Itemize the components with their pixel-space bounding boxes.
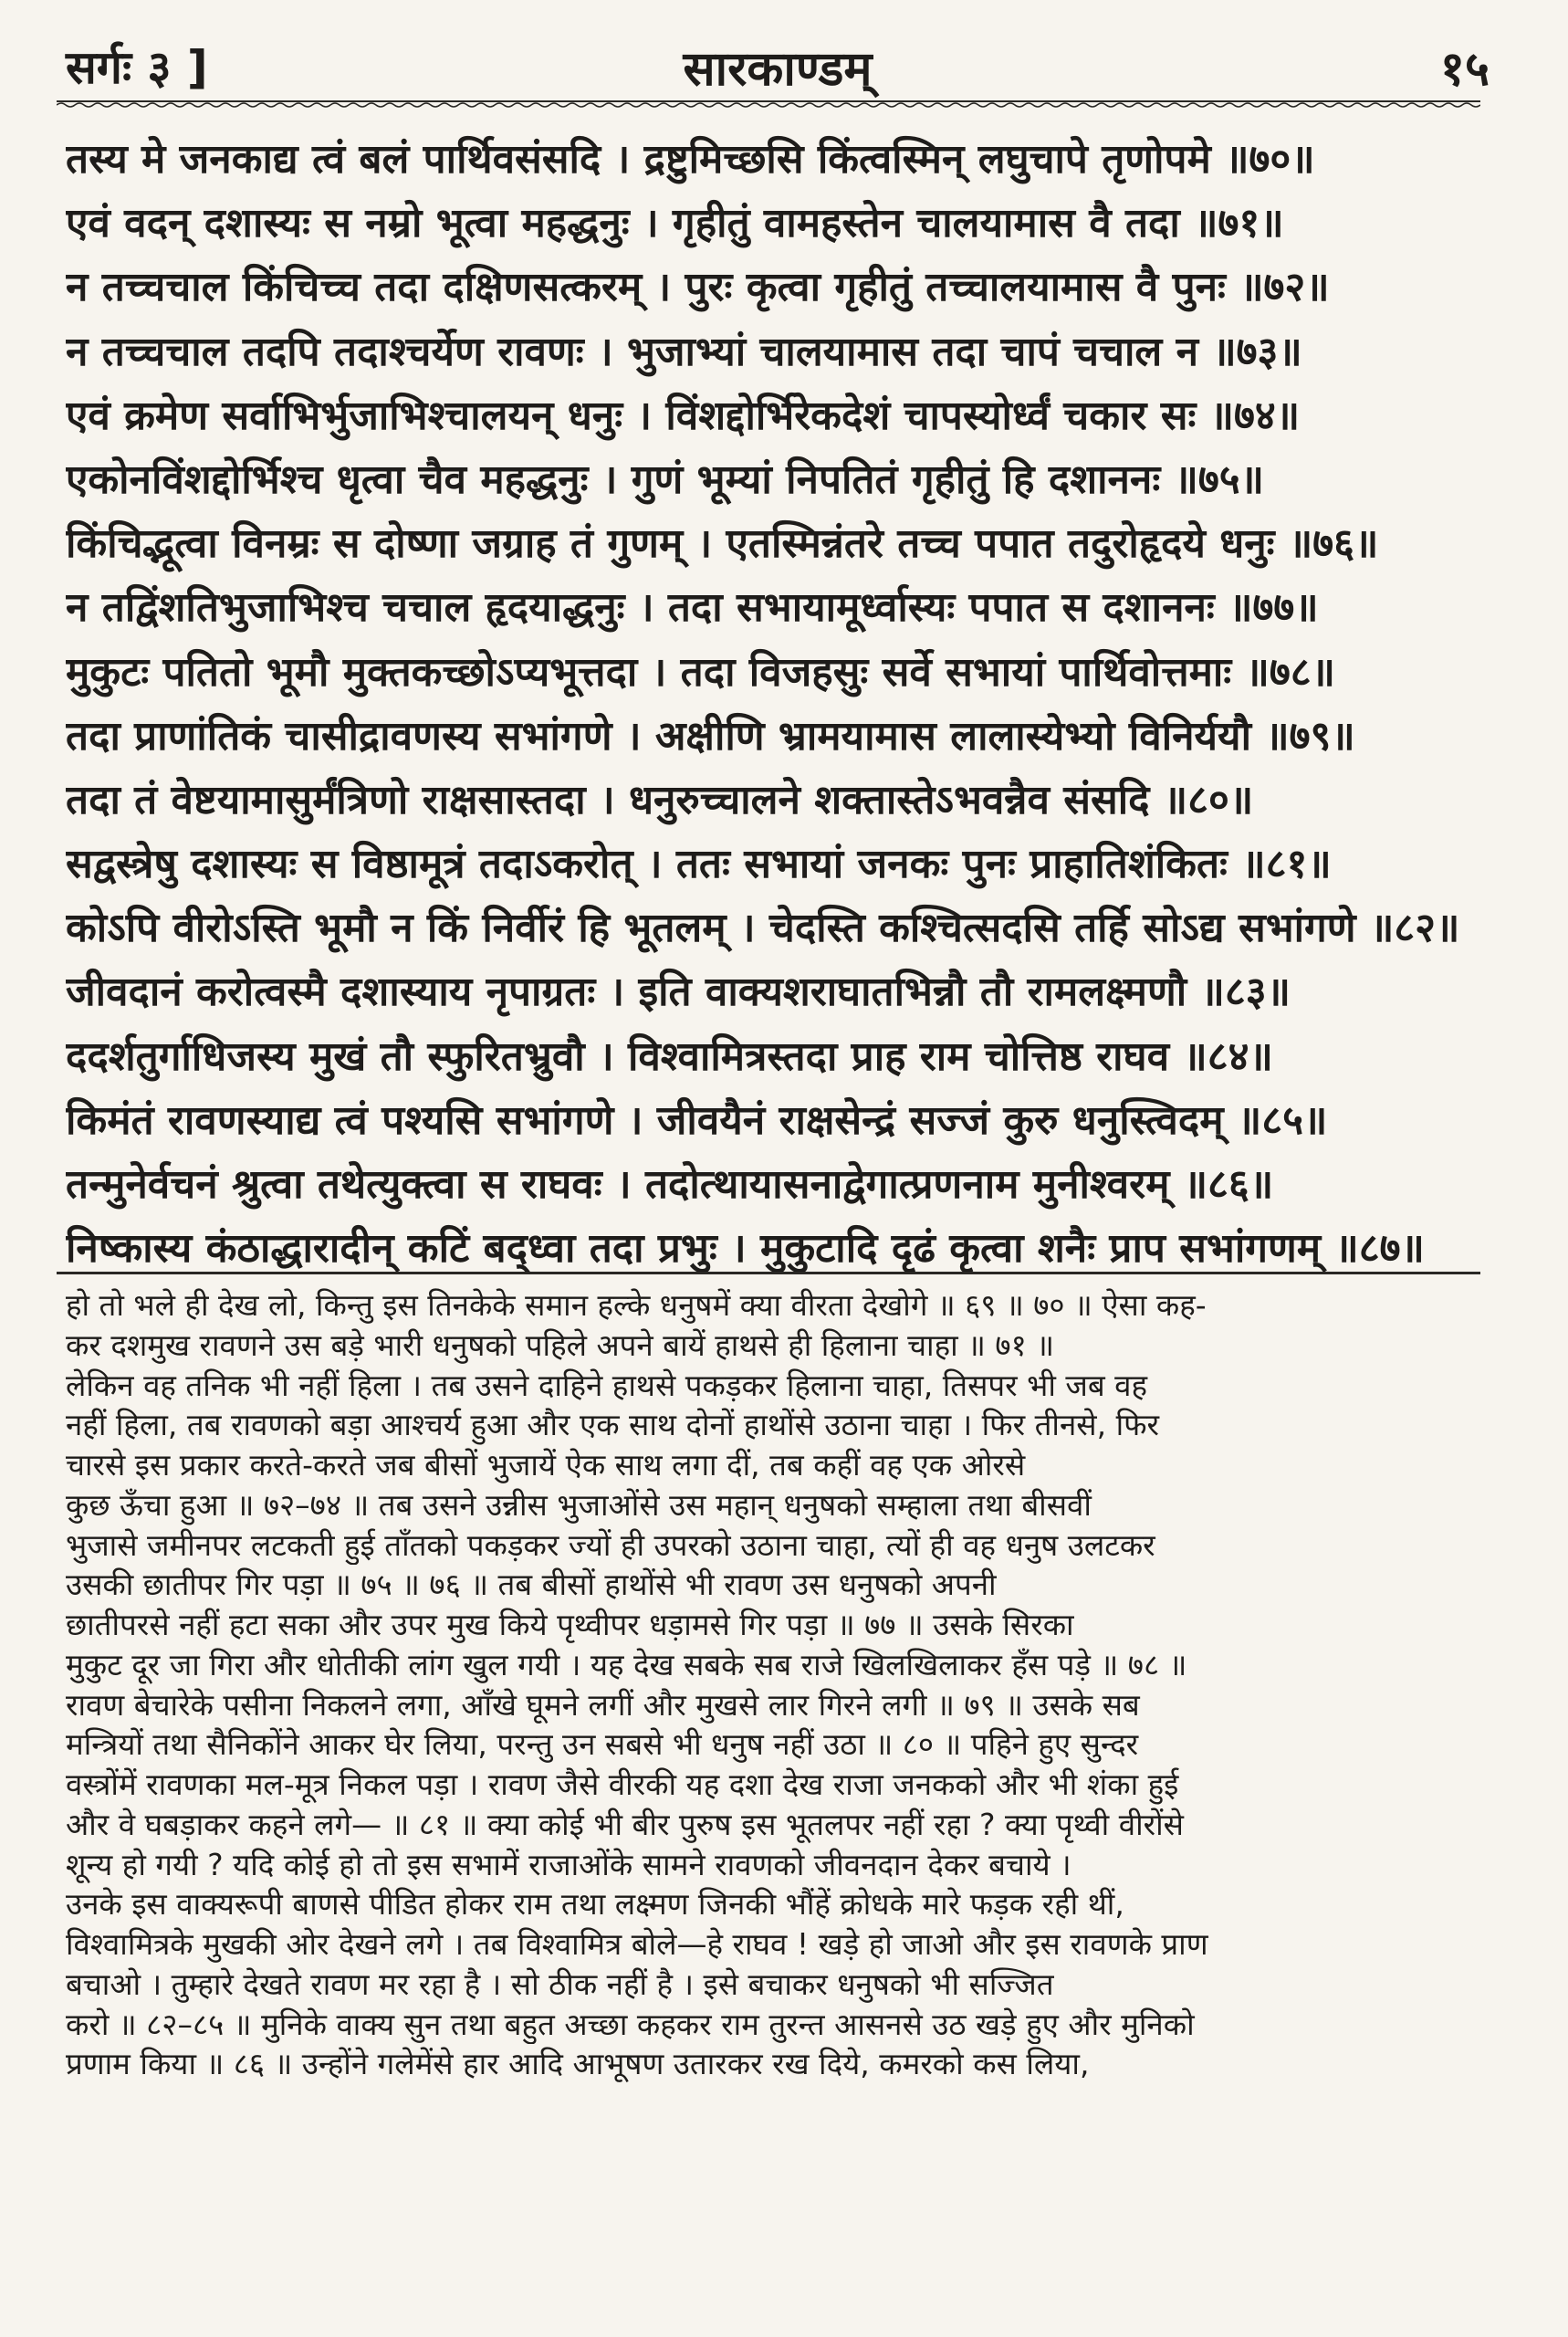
verse-line: न तच्चचाल तदपि तदाश्चर्येण रावणः । भुजाभ्यां चालयामास तदा चापं चचाल न ॥७३॥: [66, 328, 1302, 375]
translation-line: और वे घबड़ाकर कहने लगे— ॥ ८१ ॥ क्या कोई भी बीर पुरुष इस भूतलपर नहीं रहा ? क्या पृथ्वी वीरोंसे: [66, 1806, 1184, 1842]
verse-line: तन्मुनेर्वचनं श्रुत्वा तथेत्युक्त्वा स राघवः । तदोत्थायासनाद्वेगात्प्रणनाम मुनीश्वरम् ॥८६॥: [66, 1161, 1274, 1208]
translation-line: करो ॥ ८२–८५ ॥ मुनिके वाक्य सुन तथा बहुत अच्छा कहकर राम तुरन्त आसनसे उठ खड़े हुए और मुनिको: [66, 2006, 1195, 2042]
verse-line: न तच्चचाल किंचिच्च तदा दक्षिणसत्करम् । पुरः कृत्वा गृहीतुं तच्चालयामास वै पुनः ॥७२॥: [66, 264, 1330, 311]
verse-line: तस्य मे जनकाद्य त्वं बलं पार्थिवसंसदि । द्रष्टुमिच्छसि किंत्वस्मिन् लघुचापे तृणोपमे ॥७०॥: [66, 136, 1315, 183]
verse-line: ददर्शतुर्गाधिजस्य मुखं तौ स्फुरितभ्रुवौ । विश्वामित्रस्तदा प्राह राम चोत्तिष्ठ राघव ॥८४॥: [66, 1032, 1273, 1080]
verse-line: कोऽपि वीरोऽस्ति भूमौ न किं निर्वीरं हि भूतलम् । चेदस्ति कश्चित्सदसि तर्हि सोऽद्य सभांगणे ॥८२॥: [66, 905, 1460, 952]
translation-line: लेकिन वह तनिक भी नहीं हिला । तब उसने दाहिने हाथसे पकड़कर हिलाना चाहा, तिसपर भी जब वह: [66, 1367, 1148, 1403]
translation-line: चारसे इस प्रकार करते-करते जब बीसों भुजायें ऐक साथ लगा दीं, तब कहीं वह एक ओरसे: [66, 1447, 1026, 1483]
translation-line: प्रणाम किया ॥ ८६ ॥ उन्होंने गलेमेंसे हार आदि आभूषण उतारकर रख दिये, कमरको कस लिया,: [66, 2046, 1090, 2082]
verse-line: तदा प्राणांतिकं चासीद्रावणस्य सभांगणे । अक्षीणि भ्रामयामास लालास्येभ्यो विनिर्ययौ ॥७९॥: [66, 712, 1355, 760]
translation-line: भुजासे जमीनपर लटकती हुई ताँतको पकड़कर ज्यों ही उपरको उठाना चाहा, त्यों ही वह धनुष उलटकर: [66, 1526, 1155, 1563]
page-number: १५: [1439, 42, 1490, 97]
verse-line: किमंतं रावणस्याद्य त्वं पश्यसि सभांगणे । जीवयैनं राक्षसेन्द्रं सज्जं कुरु धनुस्त्विदम् ॥८५॥: [66, 1096, 1328, 1144]
translation-line: वस्त्रोंमें रावणका मल-मूत्र निकल पड़ा । रावण जैसे वीरकी यह दशा देख राजा जनकको और भी शंका हुई: [66, 1766, 1179, 1802]
translation-line: कुछ ऊँचा हुआ ॥ ७२–७४ ॥ तब उसने उन्नीस भुजाओंसे उस महान् धनुषको सम्हाला तथा बीसवीं: [66, 1486, 1092, 1523]
verse-line: एकोनविंशद्दोर्भिश्च धृत्वा चैव महद्धनुः । गुणं भूम्यां निपतितं गृहीतुं हि दशाननः ॥७५॥: [66, 456, 1265, 503]
translation-line: बचाओ । तुम्हारे देखते रावण मर रहा है । सो ठीक नहीं है । इसे बचाकर धनुषको भी सज्जित: [66, 1965, 1054, 2002]
verse-line: एवं क्रमेण सर्वाभिर्भुजाभिश्चालयन् धनुः । विंशद्दोर्भिरेकदेशं चापस्योर्ध्वं चकार सः ॥७४॥: [66, 392, 1301, 439]
translation-line: उनके इस वाक्यरूपी बाणसे पीडित होकर राम तथा लक्ष्मण जिनकी भौंहें क्रोधके मारे फड़क रही थीं,: [66, 1886, 1124, 1923]
translation-line: [66, 2124, 1485, 2164]
translation-line: छातीपरसे नहीं हटा सका और उपर मुख किये पृथ्वीपर धड़ामसे गिर पड़ा ॥ ७७ ॥ उसके सिरका: [66, 1607, 1074, 1642]
translation-line: रावण बेचारेके पसीना निकलने लगा, आँखे घूमने लगीं और मुखसे लार गिरने लगी ॥ ७९ ॥ उसके सब: [66, 1686, 1140, 1723]
verse-line: सद्वस्त्रेषु दशास्यः स विष्ठामूत्रं तदाऽकरोत् । ततः सभायां जनकः पुनः प्राहातिशंकितः ॥८१॥: [66, 841, 1332, 888]
translation-line: शून्य हो गयी ? यदि कोई हो तो इस सभामें राजाओंके सामने रावणको जीवनदान देकर बचाये ।: [66, 1846, 1071, 1882]
translation-line: [66, 2084, 1485, 2124]
hindi-translation: [66, 1285, 1485, 2164]
sanskrit-verses: [66, 128, 1480, 1281]
verse-line: मुकुटः पतितो भूमौ मुक्तकच्छोऽप्यभूत्तदा । तदा विजहसुः सर्वे सभायां पार्थिवोत्तमाः ॥७८॥: [66, 648, 1335, 696]
verse-line: किंचिद्भूत्वा विनम्रः स दोष्णा जग्राह तं गुणम् । एतस्मिन्नंतरे तच्च पपात तदुरोहृदये धनुः ॥७६॥: [66, 520, 1379, 568]
header-wavy-rule: [57, 99, 1480, 108]
page-header: [66, 27, 1490, 100]
verse-line: जीवदानं करोत्वस्मै दशास्याय नृपाग्रतः । इति वाक्यशराघातभिन्नौ तौ रामलक्ष्मणौ ॥८३॥: [66, 969, 1291, 1016]
verse-line: एवं वदन् दशास्यः स नम्रो भूत्वा महद्धनुः । गृहीतुं वामहस्तेन चालयामास वै तदा ॥७१॥: [66, 200, 1284, 247]
translation-line: मुकुट दूर जा गिरा और धोतीकी लांग खुल गयी । यह देख सबके सब राजे खिलखिलाकर हँस पड़े ॥ ७८ ॥: [66, 1646, 1187, 1682]
section-title: सारकाण्डम्: [683, 42, 873, 97]
verse-line: न तद्विंशतिभुजाभिश्च चचाल हृदयाद्धनुः । तदा सभायामूर्ध्वास्यः पपात स दशाननः ॥७७॥: [66, 584, 1319, 632]
translation-line: हो तो भले ही देख लो, किन्तु इस तिनकेके समान हल्के धनुषमें क्या वीरता देखोगे ॥ ६९ ॥ ७० ॥ ऐसा कह-: [66, 1287, 1207, 1323]
translation-line: मन्त्रियों तथा सैनिकोंने आकर घेर लिया, परन्तु उन सबसे भी धनुष नहीं उठा ॥ ८० ॥ पहिने हुए सुन्दर: [66, 1726, 1139, 1763]
canto-label: सर्गः ३ ]: [66, 41, 208, 94]
section-divider: [57, 1272, 1480, 1274]
verse-line: निष्कास्य कंठाद्धारादीन् कटिं बद्ध्वा तदा प्रभुः । मुकुटादि दृढं कृत्वा शनैः प्राप सभांगणम् ॥८७॥: [66, 1225, 1425, 1273]
translation-line: उसकी छातीपर गिर पड़ा ॥ ७५ ॥ ७६ ॥ तब बीसों हाथोंसे भी रावण उस धनुषको अपनी: [66, 1567, 997, 1603]
translation-line: विश्वामित्रके मुखकी ओर देखने लगे । तब विश्वामित्र बोले—हे राघव ! खड़े हो जाओ और इस रावणके प्राण: [66, 1926, 1208, 1962]
translation-line: कर दशमुख रावणने उस बड़े भारी धनुषको पहिले अपने बायें हाथसे ही हिलाना चाहा ॥ ७१ ॥: [66, 1326, 1054, 1363]
translation-line: नहीं हिला, तब रावणको बड़ा आश्चर्य हुआ और एक साथ दोनों हाथोंसे उठाना चाहा । फिर तीनसे, फिर: [66, 1407, 1160, 1443]
verse-line: तदा तं वेष्टयामासुर्मंत्रिणो राक्षसास्तदा । धनुरुच्चालने शक्तास्तेऽभवन्नैव संसदि ॥८०॥: [66, 776, 1254, 823]
